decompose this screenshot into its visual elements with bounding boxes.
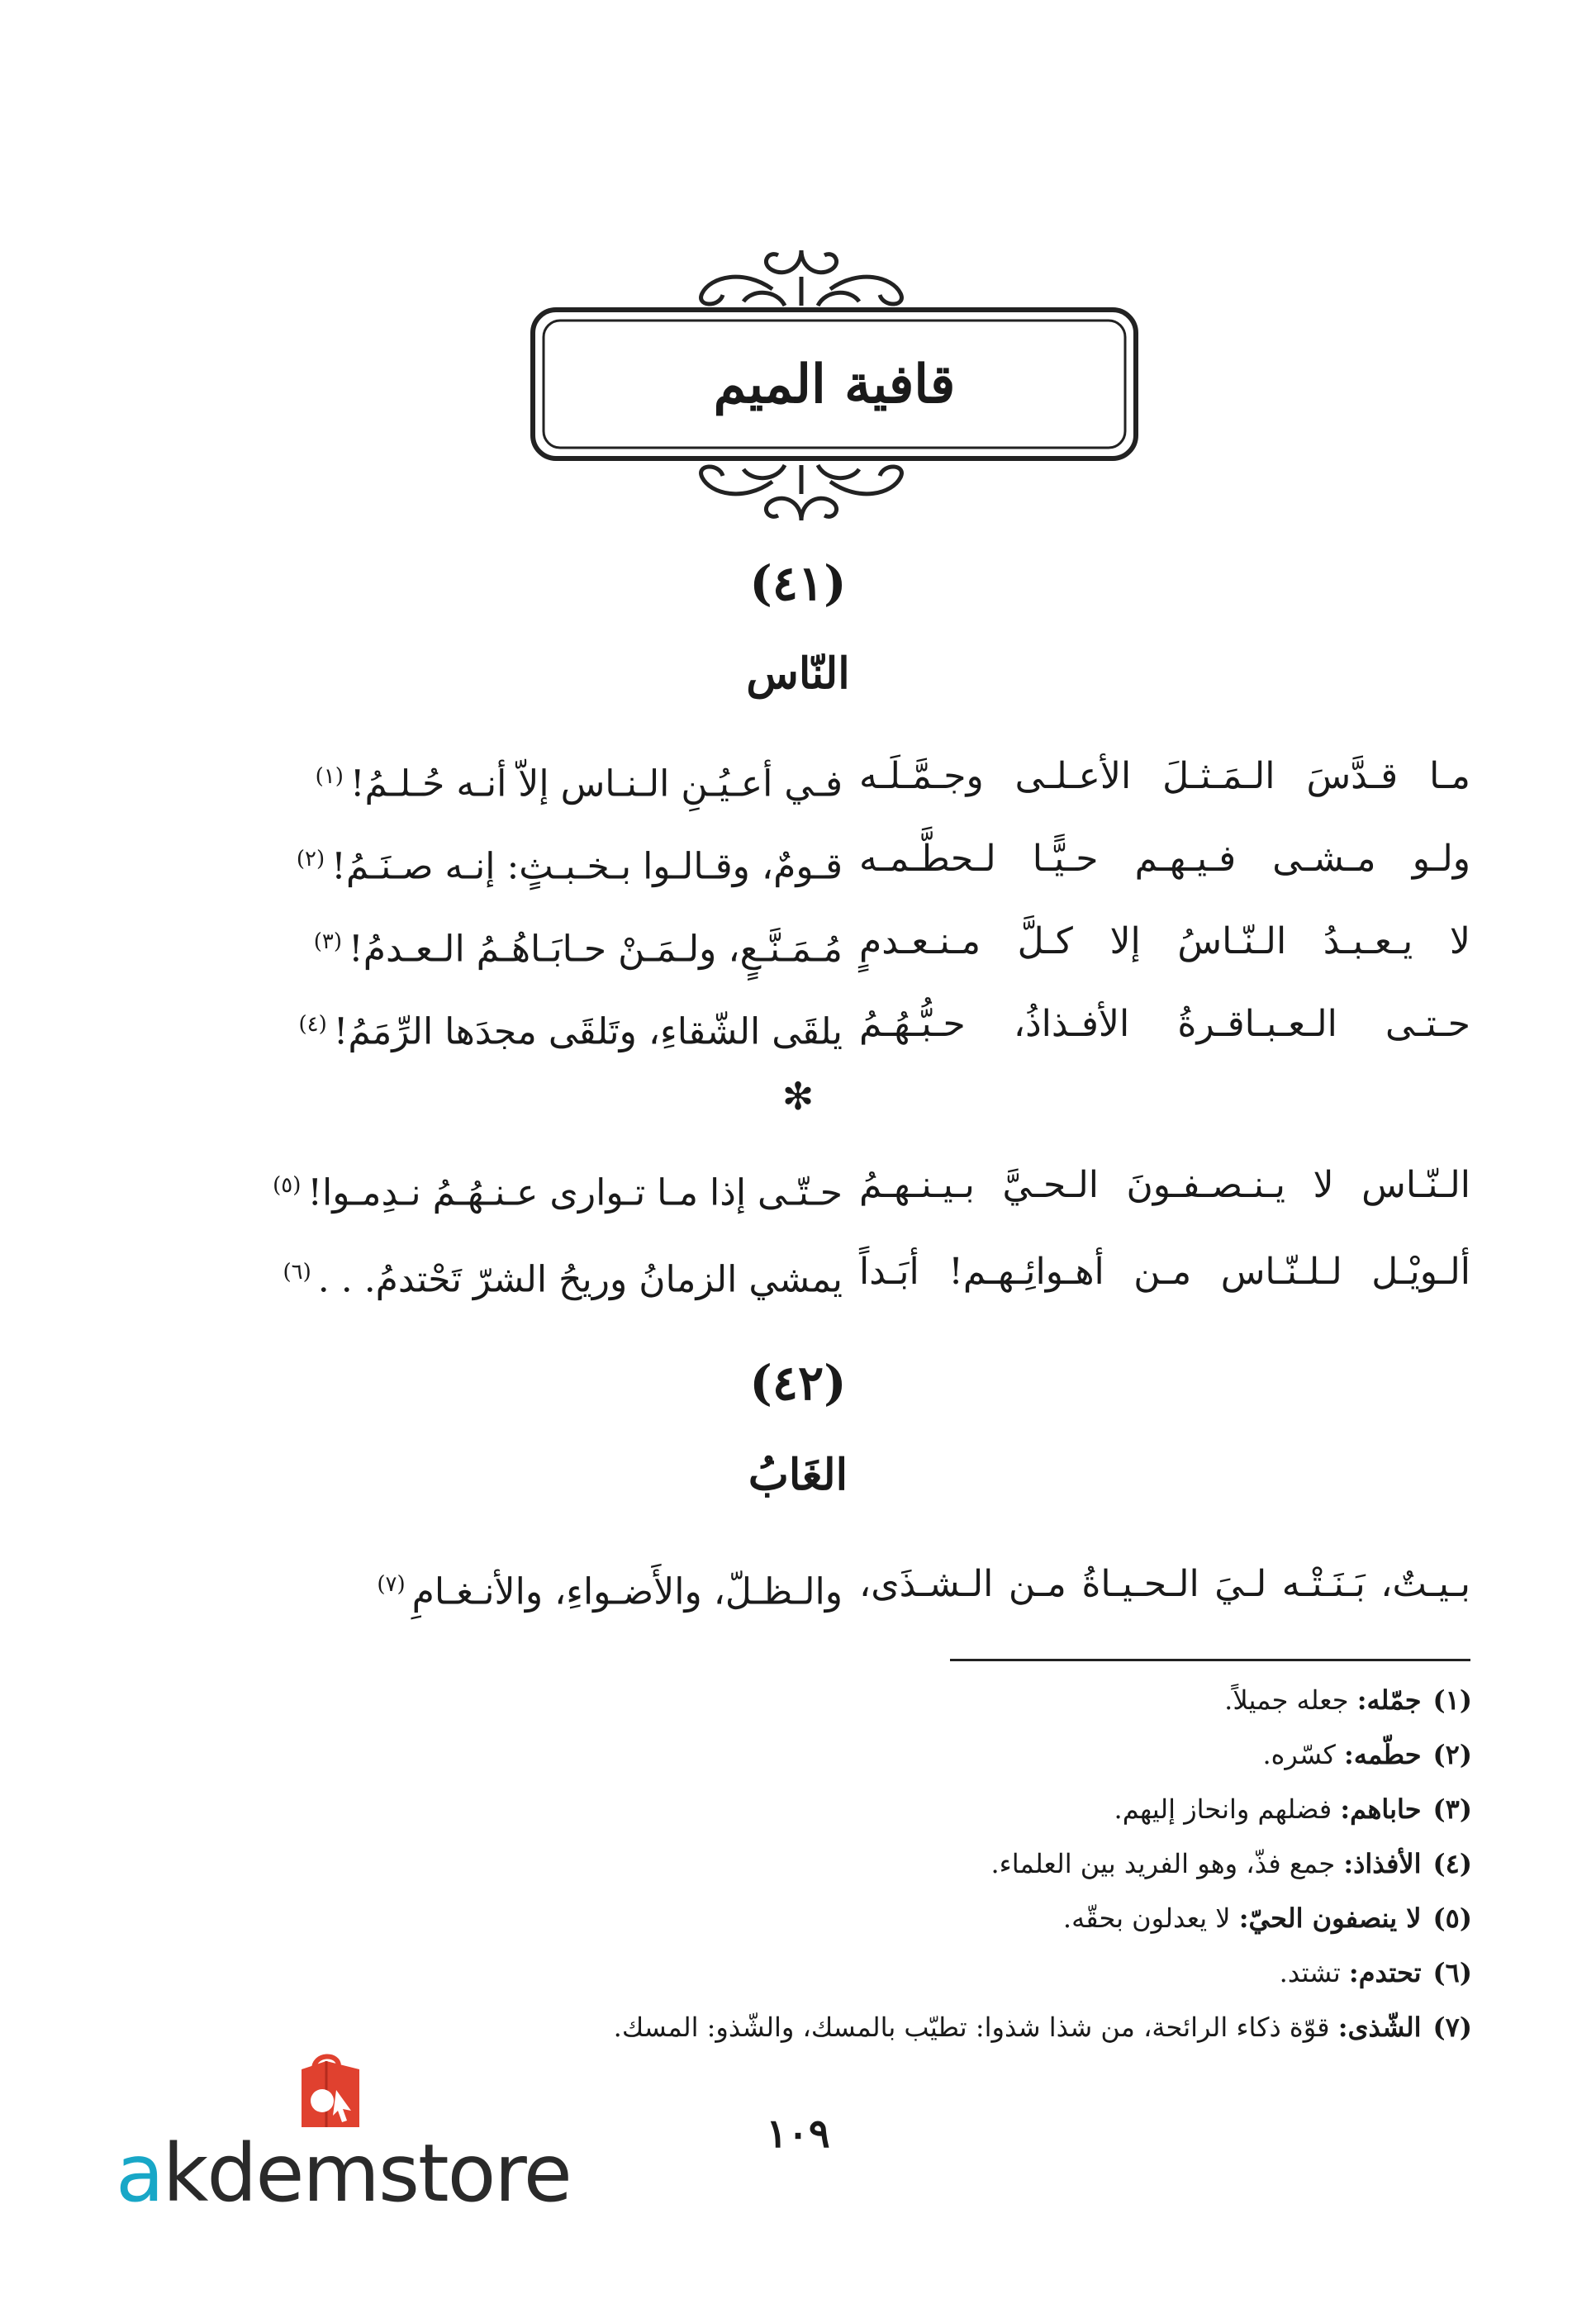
verse-line [182, 743, 1470, 810]
verse-second-hemistich: مُـمَـنَّـعٍ، ولـمَـنْ حـابَـاهُـمُ الـعـدمُ!$^{(٣)}$ [313, 928, 843, 971]
footnote: (٢)حطّمه: كسّره. [1262, 1739, 1472, 1770]
footnote-ref: (٦) [283, 1260, 311, 1285]
verse-line [182, 909, 1470, 975]
footnotes [481, 1673, 1472, 2054]
store-watermark-logo [116, 2045, 578, 2235]
verse-line [182, 826, 1470, 892]
brand-rest: kdemstore [162, 2127, 571, 2220]
verse-second-hemistich: يمشي الزمانُ وريحُ الشرّ تَحْتدمُ. . .$^{(٦)}$ [283, 1258, 843, 1301]
verse-second-hemistich: قـومٌ، وقـالـوا بـخـبـثٍ: إنـه صـنَـمُ!$^{(٢)}$ [296, 845, 843, 888]
footnote: (٤)الأفذاذ: جمع فذّ، وهو الفريد بين العلماء. [990, 1848, 1472, 1879]
shopping-bag-icon [285, 2045, 376, 2139]
poem-title: الغَابُ [748, 1450, 848, 1500]
chapter-title: قافية الميم [713, 353, 956, 416]
verse-second-hemistich: فـي أعـيُـنِ الـنـاس إلاّ أنـه حُـلـمُ!$^{(١)}$ [315, 762, 843, 805]
verse-line [182, 1239, 1470, 1305]
top-ornament [677, 244, 925, 313]
poem-number: (٤١) [749, 555, 847, 611]
footnote-divider [950, 1659, 1470, 1661]
verse-second-hemistich: حـتّـى إذا مـا تـوارى عـنـهُـمُ نـدِمـوا!$^{(٥)}$ [273, 1171, 843, 1214]
section-separator: ✻ [781, 1074, 815, 1119]
chapter-title-frame [529, 306, 1140, 463]
verse-first-hemistich: ولـو مـشـى فـيـهـم حـيًّـا لـحطَّـمـه [859, 838, 1470, 880]
verse-first-hemistich: مـا قـدَّسَ الـمَـثـلَ الأعـلـى وجـمَّـلَـه [859, 755, 1470, 797]
bottom-ornament [677, 453, 925, 530]
footnote: (٣)حاباهم: فضلهم وانحاز إليهم. [1114, 1793, 1472, 1825]
footnote-ref: (٧) [377, 1572, 406, 1597]
footnote-ref: (١) [315, 764, 344, 789]
verse-second-hemistich: والـظـلّ، والأَضـواءِ، والأنـغـامِ$^{(٧)}$ [377, 1570, 843, 1613]
footnote-ref: (٤) [298, 1012, 327, 1037]
verse-line [182, 1551, 1470, 1617]
footnote: (٦)تحتدم: تشتد. [1279, 1957, 1472, 1988]
footnote-ref: (٣) [313, 929, 343, 954]
footnote-ref: (٢) [296, 847, 325, 872]
footnote: (٧)الشّذى: قوّة ذكاء الرائحة، من شذا شذوا: تطيّب بالمسك، والشّذو: المسك. [613, 2012, 1472, 2043]
verse-second-hemistich: يلقَى الشّقاءِ، وتَلقَى مجدَها الرِّمَمُ!$^{(٤)}$ [298, 1010, 843, 1053]
page-number: ١٠٩ [766, 2111, 830, 2157]
brand-initial: a [116, 2127, 163, 2220]
verse-line [182, 1152, 1470, 1218]
footnote-ref: (٥) [273, 1173, 302, 1198]
store-brand-name [116, 2127, 571, 2220]
verse-first-hemistich: حـتـى الـعـبـاقـرةُ الأفـذاذُ، حـبُّـهُـمُ [859, 1003, 1470, 1045]
footnote: (٥)لا ينصفون الحيّ: لا يعدلون بحقّه. [1062, 1902, 1472, 1934]
poem-number: (٤٢) [749, 1355, 847, 1411]
poem-title: النّاس [746, 648, 850, 699]
verse-first-hemistich: الـنّـاس لا يـنـصـفـونَ الـحـيَّ بـيـنـهـمُ [859, 1164, 1470, 1206]
verse-first-hemistich: لا يـعـبـدُ الـنّـاسُ إلا كـلَّ مـنـعـدمٍ [859, 920, 1470, 962]
verse-first-hemistich: بـيـتٌ، بَـنَـتْـه لـيَ الـحـيـاةُ مـن الـشـذَى، [859, 1563, 1470, 1605]
verse-first-hemistich: ألـويْـل لـلـنّـاس مـن أهـوائِـهـم! أبَـداً [859, 1251, 1470, 1293]
verse-line [182, 991, 1470, 1057]
footnote: (١)جمّله: جعله جميلاً. [1224, 1684, 1472, 1716]
